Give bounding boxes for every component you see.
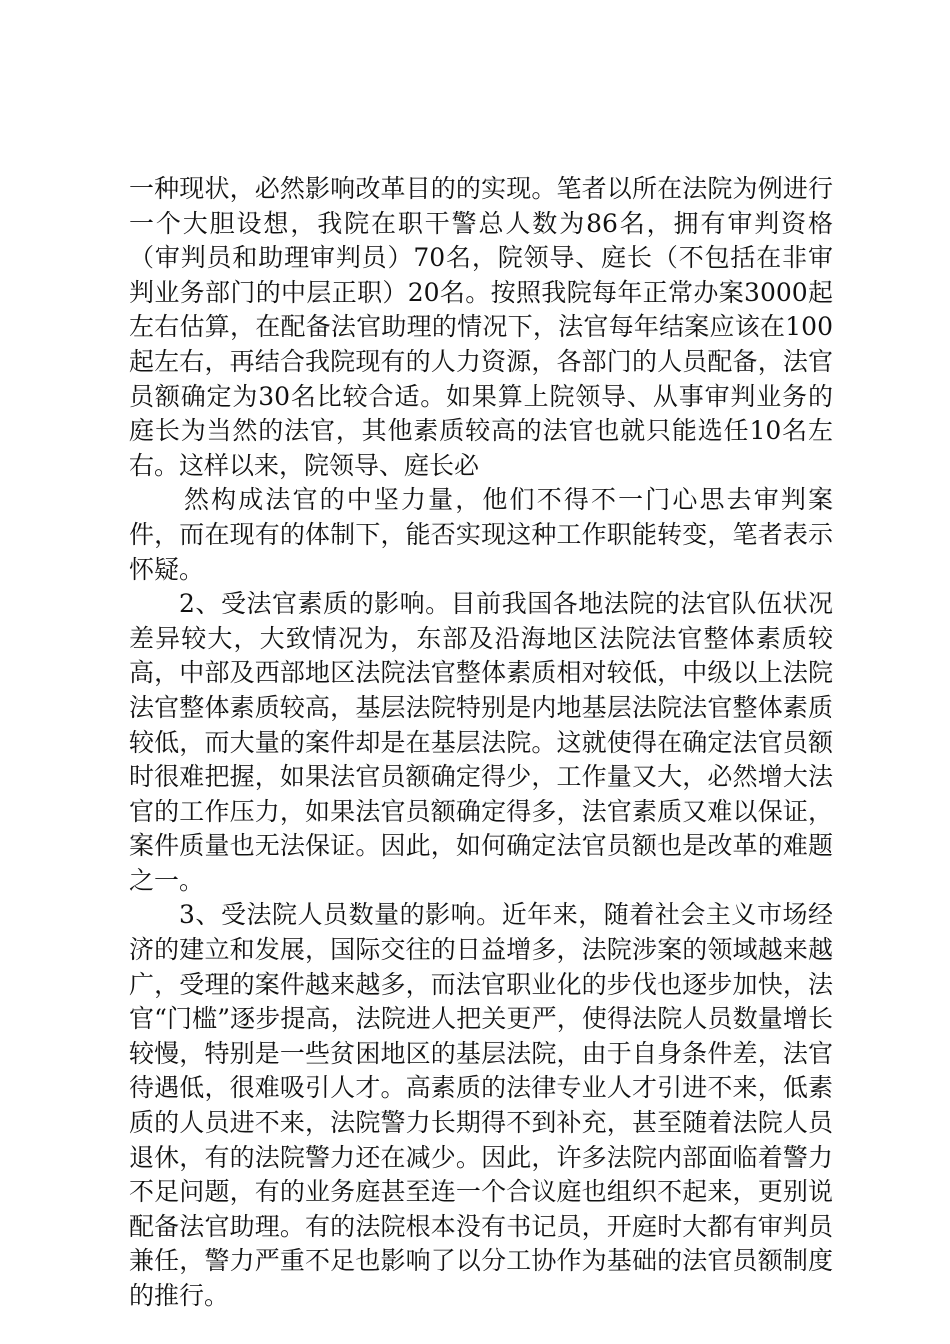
paragraph-4: 3、受法院人员数量的影响。近年来，随着社会主义市场经济的建立和发展，国际交往的日益增多，法院涉案的领域越来越广，受理的案件越来越多，而法官职业化的步伐也逐步加快，法官“门槛”逐步提高，法院进人把关更严，使得法院人员数量增长较慢，特别是一些贫困地区的基层法院，由于自身条件差，法官待遇低，很难吸引人才。高素质的法律专业人才引进不来，低素质的人员进不来，法院警力长期得不到补充，甚至随着法院人员退休，有的法院警力还在减少。因此，许多法院内部面临着警力不足问题，有的业务庭甚至连一个合议庭也组织不起来，更别说配备法官助理。有的法院根本没有书记员，开庭时大都有审判员兼任，警力严重不足也影响了以分工协作为基础的法官员额制度的推行。 (129, 900, 833, 1310)
paragraph-2: 然构成法官的中坚力量，他们不得不一门心思去审判案件，而在现有的体制下，能否实现这种工作职能转变，笔者表示怀疑。 (129, 485, 833, 584)
document-body (129, 172, 833, 1314)
paragraph-3: 2、受法官素质的影响。目前我国各地法院的法官队伍状况差异较大，大致情况为，东部及沿海地区法院法官整体素质较高，中部及西部地区法院法官整体素质相对较低，中级以上法院法官整体素质较高，基层法院特别是内地基层法院法官整体素质较低，而大量的案件却是在基层法院。这就使得在确定法官员额时很难把握，如果法官员额确定得少，工作量又大，必然增大法官的工作压力，如果法官员额确定得多，法官素质又难以保证，案件质量也无法保证。因此，如何确定法官员额也是改革的难题之一。 (129, 589, 833, 895)
paragraph-1: 一种现状，必然影响改革目的的实现。笔者以所在法院为例进行一个大胆设想，我院在职干警总人数为86名，拥有审判资格（审判员和助理审判员）70名，院领导、庭长（不包括在非审判业务部门的中层正职）20名。按照我院每年正常办案3000起左右估算，在配备法官助理的情况下，法官每年结案应该在100起左右，再结合我院现有的人力资源，各部门的人员配备，法官员额确定为30名比较合适。如果算上院领导、从事审判业务的庭长为当然的法官，其他素质较高的法官也就只能选任10名左右。这样以来，院领导、庭长必 (129, 174, 833, 480)
